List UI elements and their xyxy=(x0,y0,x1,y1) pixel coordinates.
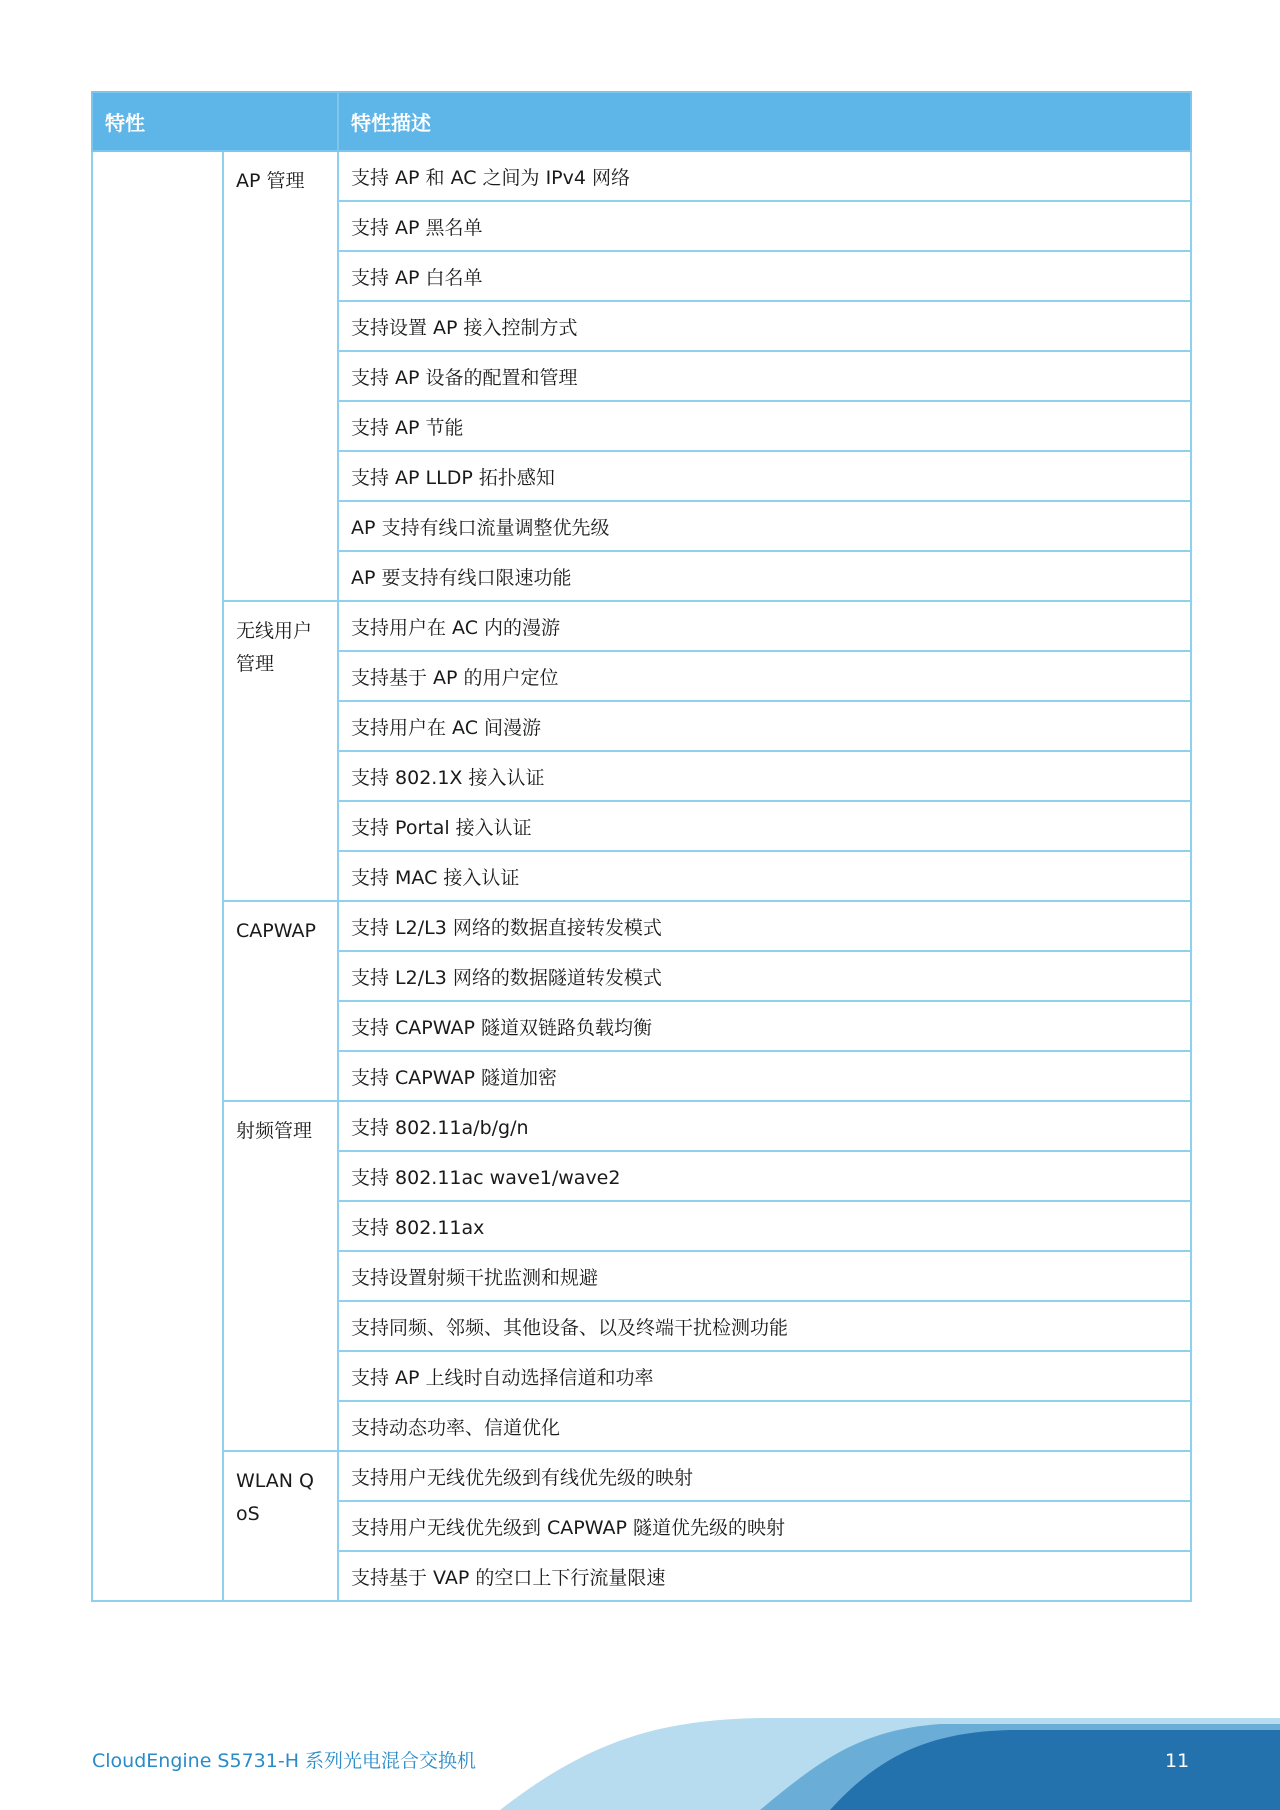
table-row xyxy=(92,601,1191,651)
feature-description-cell: 支持 AP 节能 xyxy=(338,401,1191,451)
feature-description-cell: 支持 AP 白名单 xyxy=(338,251,1191,301)
feature-description-cell: 支持 CAPWAP 隧道双链路负载均衡 xyxy=(338,1001,1191,1051)
feature-description-cell: 支持基于 AP 的用户定位 xyxy=(338,651,1191,701)
feature-description-cell: 支持 802.1X 接入认证 xyxy=(338,751,1191,801)
feature-group-cell: CAPWAP xyxy=(223,901,338,1101)
feature-description-cell: 支持设置射频干扰监测和规避 xyxy=(338,1251,1191,1301)
feature-description-cell: 支持 CAPWAP 隧道加密 xyxy=(338,1051,1191,1101)
feature-group-cell: WLAN QoS xyxy=(223,1451,338,1601)
feature-category-cell xyxy=(92,151,223,1601)
table-header-row xyxy=(92,92,1191,151)
feature-description-cell: 支持 802.11a/b/g/n xyxy=(338,1101,1191,1151)
feature-description-cell: 支持用户无线优先级到有线优先级的映射 xyxy=(338,1451,1191,1501)
feature-description-cell: 支持 L2/L3 网络的数据隧道转发模式 xyxy=(338,951,1191,1001)
feature-description-cell: 支持 802.11ac wave1/wave2 xyxy=(338,1151,1191,1201)
table-row xyxy=(92,151,1191,201)
feature-description-cell: 支持 AP 和 AC 之间为 IPv4 网络 xyxy=(338,151,1191,201)
footer-product-title: CloudEngine S5731-H 系列光电混合交换机 xyxy=(92,1750,477,1772)
page-number: 11 xyxy=(1165,1750,1190,1772)
feature-description-cell: 支持 AP LLDP 拓扑感知 xyxy=(338,451,1191,501)
header-feature: 特性 xyxy=(92,92,338,151)
table-row xyxy=(92,901,1191,951)
feature-description-cell: 支持基于 VAP 的空口上下行流量限速 xyxy=(338,1551,1191,1601)
feature-group-cell: AP 管理 xyxy=(223,151,338,601)
feature-description-cell: 支持用户无线优先级到 CAPWAP 隧道优先级的映射 xyxy=(338,1501,1191,1551)
feature-description-cell: AP 支持有线口流量调整优先级 xyxy=(338,501,1191,551)
feature-description-cell: 支持 AP 上线时自动选择信道和功率 xyxy=(338,1351,1191,1401)
feature-description-cell: 支持 802.11ax xyxy=(338,1201,1191,1251)
feature-description-cell: 支持 AP 设备的配置和管理 xyxy=(338,351,1191,401)
feature-group-cell: 射频管理 xyxy=(223,1101,338,1451)
feature-group-cell: 无线用户管理 xyxy=(223,601,338,901)
feature-description-cell: 支持 AP 黑名单 xyxy=(338,201,1191,251)
table-row xyxy=(92,1451,1191,1501)
feature-description-cell: 支持设置 AP 接入控制方式 xyxy=(338,301,1191,351)
feature-description-cell: 支持 Portal 接入认证 xyxy=(338,801,1191,851)
table-row xyxy=(92,1101,1191,1151)
feature-table xyxy=(91,91,1192,1602)
feature-description-cell: AP 要支持有线口限速功能 xyxy=(338,551,1191,601)
feature-description-cell: 支持动态功率、信道优化 xyxy=(338,1401,1191,1451)
feature-description-cell: 支持 MAC 接入认证 xyxy=(338,851,1191,901)
feature-description-cell: 支持用户在 AC 间漫游 xyxy=(338,701,1191,751)
feature-description-cell: 支持同频、邻频、其他设备、以及终端干扰检测功能 xyxy=(338,1301,1191,1351)
feature-description-cell: 支持用户在 AC 内的漫游 xyxy=(338,601,1191,651)
feature-description-cell: 支持 L2/L3 网络的数据直接转发模式 xyxy=(338,901,1191,951)
header-feature-description: 特性描述 xyxy=(338,92,1191,151)
